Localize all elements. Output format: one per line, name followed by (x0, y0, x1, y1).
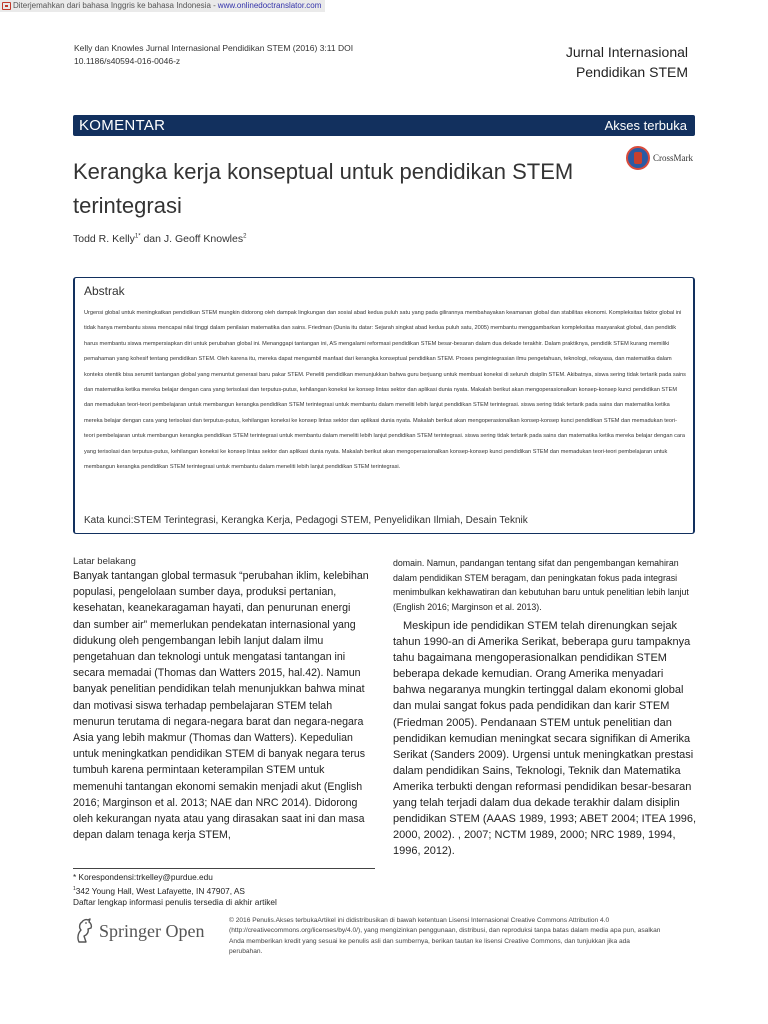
footnotes (73, 872, 383, 909)
journal-name-line-2: Pendidikan STEM (575, 64, 688, 80)
author-1[interactable]: Todd R. Kelly (73, 233, 135, 245)
citation-line-1: Kelly dan Knowles Jurnal Internasional Pendidikan STEM (2016) 3:11 DOI (74, 43, 354, 53)
affiliation-address: 342 Young Hall, West Lafayette, IN 47907, AS (75, 885, 245, 896)
keywords: Kata kunci:STEM Terintegrasi, Kerangka Kerja, Pedagogi STEM, Penyelidikan Ilmiah, Desain Teknik (84, 515, 528, 526)
journal-name (566, 42, 688, 82)
author-list (73, 233, 246, 245)
section-heading-background: Latar belakang (73, 556, 136, 567)
author-info-note: Daftar lengkap informasi penulis tersedia di akhir artikel (73, 897, 277, 908)
footnote-divider (73, 868, 375, 869)
author-2[interactable]: dan J. Geoff Knowles (140, 233, 244, 245)
category-bar (73, 115, 695, 136)
document-translate-icon (2, 2, 11, 10)
abstract-body: Urgensi global untuk meningkatkan pendidikan STEM mungkin didorong oleh dampak lingkungan dan sosial abad kedua puluh satu yang pada gilirannya membahayakan keamanan global dan stabilitas ekonomi. Kompleksitas faktor global ini tidak hanya membantu siswa mencapai nilai tinggi dalam penilaian matematika dan sains. Friedman (Dunia itu datar: Sejarah singkat abad kedua puluh satu, 2005) membantu menggambarkan kompleksitas masyarakat global, dan pendidik harus membantu siswa mempersiapkan diri untuk perubahan global ini. Menanggapi tantangan ini, AS mengalami reformasi pendidikan STEM besar-besaran dalam dua dekade terakhir. Dalam praktiknya, pendidik STEM kurang memiliki pemahaman yang kohesif tentang pendidikan STEM. Oleh karena itu, mereka dapat mengambil manfaat dari kerangka konseptual pendidikan STEM. Proses pengintegrasian ilmu pengetahuan, teknologi, rekayasa, dan matematika dalam konteks otentik bisa serumit tantangan global yang menuntut generasi baru pakar STEM. Peneliti pendidikan menunjukkan bahwa guru berjuang untuk membuat koneksi di seluruh disiplin STEM. Akibatnya, siswa sering tidak tertarik pada sains dan matematika ketika mereka belajar dengan cara yang terisolasi dan terputus-putus, kehilangan koneksi ke konsep lintas sektor dan aplikasi dunia nyata. Makalah berikut akan mengoperasionalkan konsep-konsep kunci pendidikan STEM dan memadukan teori-teori pembelajaran untuk membangun kerangka pendidikan STEM terintegrasi untuk membantu dalam meneliti lebih lanjut pendidikan STEM terintegrasi. siswa sering tidak tertarik pada sains dan matematika ketika mereka belajar dengan cara yang terisolasi dan terputus-putus, kehilangan koneksi ke konsep lintas sektor dan aplikasi dunia nyata. Makalah berikut akan mengoperasionalkan konsep-konsep kunci pendidikan STEM dan memadukan teori-teori pembelajaran untuk membangun kerangka pendidikan STEM terintegrasi untuk membantu dalam meneliti lebih lanjut pendidikan STEM terintegrasi. siswa sering tidak tertarik pada sains dan matematika ketika mereka belajar dengan cara yang terisolasi dan terputus-putus, kehilangan koneksi ke konsep lintas sektor dan aplikasi dunia nyata. Makalah berikut akan mengoperasionalkan konsep-konsep kunci pendidikan STEM dan memadukan teori-teori pembelajaran untuk membangun kerangka pendidikan STEM terintegrasi untuk membantu dalam meneliti lebih lanjut pendidikan STEM terintegrasi. (84, 310, 686, 471)
citation-block (74, 42, 404, 68)
right-column-paragraph-1: domain. Namun, pandangan tentang sifat dan pengembangan kemahiran dalam pendidikan STEM beragam, dan peningkatan fokus pada integrasi menimbulkan kekhawatiran dan kebutuhan baru untuk penelitian lebih lanjut (English 2016; Marginson et al. 2013). (393, 558, 689, 612)
publisher-open: Open (165, 920, 205, 941)
springer-horse-icon (73, 918, 95, 944)
translation-banner (0, 0, 325, 12)
crossmark-icon (626, 146, 650, 170)
crossmark-button[interactable] (626, 146, 693, 170)
translation-banner-text: Diterjemahkan dari bahasa Inggris ke bahasa Indonesia - (13, 1, 216, 10)
author-2-affiliation: 2 (243, 233, 247, 240)
article-category: KOMENTAR (79, 117, 166, 134)
left-column-paragraph: Banyak tantangan global termasuk “perubahan iklim, kelebihan populasi, pengelolaan sumber daya, produksi pertanian, kesehatan, keanekaragaman hayati, dan penurunan energi dan sumber air” memerlukan pendekatan internasional yang didukung oleh pengembangan lebih lanjut dalam ilmu pengetahuan dan teknologi untuk mengatasi tantangan ini secara memadai (Thomas dan Watters 2015, hal.42). Namun banyak penelitian pendidikan telah menunjukkan bahwa minat dan motivasi siswa terhadap pembelajaran STEM telah menurun terutama di negara-negara barat dan negara-negara Asia yang lebih makmur (Thomas dan Watters). Kepedulian untuk meningkatkan pendidikan STEM di banyak negara terus tumbuh karena permintaan keterampilan STEM untuk memenuhi tantangan ekonomi semakin menjadi akut (English 2016; Marginson et al. 2013; NAE dan NRC 2014). Didorong oleh kekurangan nyata atau yang dirasakan saat ini dan masa depan dalam tenaga kerja STEM, (73, 570, 369, 842)
right-column-paragraph-2: Meskipun ide pendidikan STEM telah direnungkan sejak tahun 1990-an di Amerika Serikat, beberapa guru tampaknya tahu bagaimana mengoperasionalkan pendidikan STEM beberapa dekade kemudian. Orang Amerika menyadari bahwa negaranya mungkin tertinggal dalam ekonomi global dan mulai sangat fokus pada pendidikan dan karir STEM (Friedman 2005). Pendanaan STEM untuk penelitian dan pendidikan kemudian meningkat secara signifikan di Amerika Serikat (Sanders 2009). Urgensi untuk meningkatkan prestasi dalam pendidikan Sains, Teknologi, Teknik dan Matematika Amerika terbukti dengan reformasi pendidikan besar-besaran yang telah terjadi dalam dua dekade terakhir dalam disiplin pendidikan STEM (AAAS 1989, 1993; ABET 2004; ITEA 1996, 2000, 2002). , 2007; NCTM 1989, 2000; NRC 1989, 1994, 1996, 2012). (393, 620, 697, 858)
correspondence-note: * Korespondensi:trkelley@purdue.edu (73, 872, 213, 882)
right-column (393, 556, 698, 859)
abstract-heading: Abstrak (84, 284, 125, 298)
article-title: Kerangka kerja konseptual untuk pendidikan STEM terintegrasi (73, 159, 574, 218)
affiliation-marker: 1 (73, 885, 76, 892)
abstract-box (73, 277, 695, 534)
left-column (73, 556, 371, 843)
affiliation-note (73, 884, 383, 897)
license-text: © 2016 Penulis.Akses terbukaArtikel ini didistribusikan di bawah ketentuan Lisensi Internasional Creative Commons Attribution 4.0 (http://creativecommons.org/licenses/by/4.0/), yang mengizinkan penggunaan, distribusi, dan reproduksi tanpa batas dalam media apa pun, asalkan Anda memberikan kredit yang sesuai ke penulis asli dan sumbernya, berikan tautan ke lisensi Creative Commons, dan tunjukkan jika ada perubahan. (229, 917, 661, 955)
translation-banner-link[interactable]: www.onlinedoctranslator.com (217, 1, 322, 10)
citation-doi[interactable]: 10.1186/s40594-016-0046-z (74, 56, 181, 66)
journal-name-line-1: Jurnal Internasional (565, 44, 688, 60)
publisher-name: Springer (99, 920, 161, 941)
open-access-label: Akses terbuka (604, 118, 687, 133)
crossmark-label: CrossMark (653, 153, 693, 163)
springer-open-logo (73, 918, 205, 944)
author-1-affiliation: 1* (134, 233, 141, 240)
